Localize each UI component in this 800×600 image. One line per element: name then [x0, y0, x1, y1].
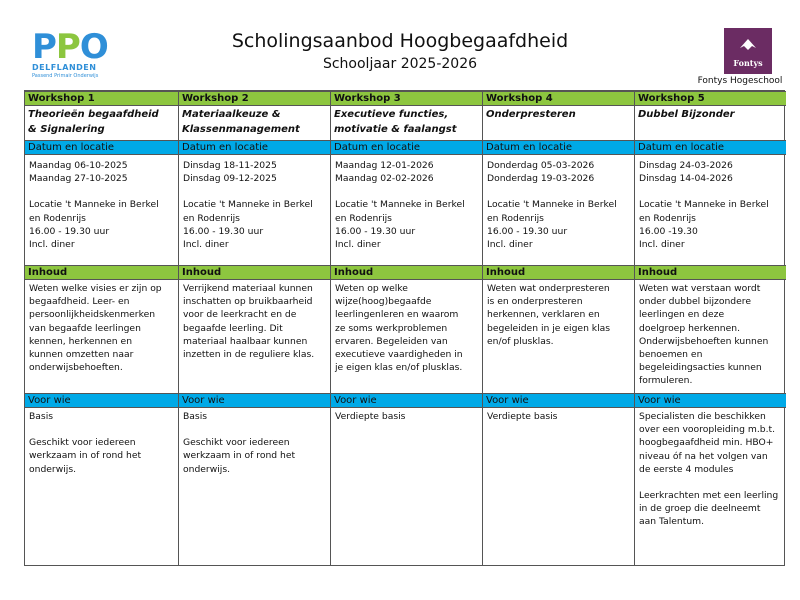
text-line: Locatie 't Manneke in Berkel	[487, 199, 617, 211]
text-line: hoogbegaafdheid min. HBO+	[639, 437, 774, 449]
text-line: inschatten op bruikbaarheid	[183, 296, 313, 308]
text-line: is en onderpresteren	[487, 296, 583, 308]
workshop-title	[331, 106, 482, 140]
text-line: ze soms werkproblemen	[335, 322, 448, 334]
text-line: Dinsdag 14-04-2026	[639, 173, 733, 185]
text-line: in de groep die deelneemt	[639, 503, 761, 515]
text-line: onderwijsbehoeften.	[29, 362, 123, 374]
workshop-label: Workshop 1	[25, 91, 178, 106]
content-cell	[25, 280, 178, 393]
text-line: Donderdag 05-03-2026	[487, 160, 595, 171]
spacer	[335, 185, 478, 198]
dates-location-cell	[635, 157, 786, 267]
text-line: benoemen en	[639, 349, 703, 361]
text-line: Incl. diner	[639, 239, 685, 251]
text-line: over een vooropleiding m.b.t.	[639, 424, 776, 436]
spacer	[183, 185, 326, 198]
workshop-title	[483, 106, 634, 140]
text-line: Klassenmanagement	[182, 124, 300, 135]
text-line: Maandag 02-02-2026	[335, 173, 434, 185]
text-line: Verdiepte basis	[487, 411, 558, 422]
text-line: en Rodenrijs	[639, 212, 696, 224]
text-line: aan Talentum.	[639, 516, 705, 528]
text-line: Incl. diner	[335, 239, 381, 251]
text-line: herkennen, verklaren en	[487, 309, 600, 321]
text-line: Incl. diner	[29, 239, 75, 251]
ppo-name: DELFLANDEN	[32, 63, 97, 72]
audience-cell	[483, 408, 634, 425]
text-line: werkzaam in of rond het	[29, 450, 142, 462]
text-line: Locatie 't Manneke in Berkel	[639, 199, 769, 211]
text-line: Basis	[29, 411, 54, 422]
workshop-label: Workshop 2	[179, 91, 330, 106]
voor-wie-header: Voor wie	[483, 393, 634, 408]
voor-wie-header: Voor wie	[179, 393, 330, 408]
text-line: 16.00 - 19.30 uur	[487, 225, 568, 237]
text-line: Weten wat verstaan wordt	[639, 283, 761, 294]
text-line: begeleidingsacties kunnen	[639, 362, 762, 374]
text-line: de eerste 4 modules	[639, 463, 734, 475]
voor-wie-header: Voor wie	[635, 393, 786, 408]
text-line: Theorieën begaafdheid	[28, 109, 159, 120]
datum-locatie-header: Datum en locatie	[25, 140, 178, 155]
inhoud-header: Inhoud	[331, 265, 482, 280]
text-line: Verrijkend materiaal kunnen	[183, 283, 313, 294]
text-line: motivatie & faalangst	[334, 124, 457, 135]
text-line: Weten welke visies er zijn op	[29, 283, 162, 294]
text-line: inzetten in de reguliere klas.	[183, 349, 315, 361]
datum-locatie-header: Datum en locatie	[483, 140, 634, 155]
workshop-column	[482, 91, 634, 565]
text-line: Executieve functies,	[334, 109, 449, 120]
ppo-tagline: Passend Primair Onderwijs	[32, 73, 99, 79]
page-title: Scholingsaanbod Hoogbegaafdheid	[231, 30, 569, 52]
workshop-label: Workshop 3	[331, 91, 482, 106]
text-line: 16.00 -19.30	[639, 225, 698, 237]
text-line: niveau óf na het volgen van	[639, 450, 768, 462]
spacer	[487, 185, 630, 198]
text-line: onderwijs.	[29, 463, 77, 475]
text-line: Onderpresteren	[486, 109, 576, 120]
content-cell	[331, 280, 482, 393]
datum-locatie-header: Datum en locatie	[635, 140, 786, 155]
spacer	[29, 185, 174, 198]
text-line: Weten op welke	[335, 283, 408, 294]
spacer	[29, 423, 174, 436]
inhoud-header: Inhoud	[179, 265, 330, 280]
text-line: onder dubbel bijzondere	[639, 296, 751, 308]
datum-locatie-header: Datum en locatie	[331, 140, 482, 155]
text-line: & Signalering	[28, 124, 105, 135]
text-line: Weten wat onderpresteren	[487, 283, 610, 294]
datum-locatie-header: Datum en locatie	[179, 140, 330, 155]
text-line: Onderwijsbehoeften kunnen	[639, 335, 769, 347]
spacer	[639, 476, 782, 489]
text-line: Leerkrachten met een leerling	[639, 490, 779, 502]
text-line: materiaal haalbaar kunnen	[183, 335, 308, 347]
content-cell	[483, 280, 634, 393]
text-line: en Rodenrijs	[29, 212, 86, 224]
text-line: Incl. diner	[183, 239, 229, 251]
workshop-column	[330, 91, 482, 565]
text-line: en Rodenrijs	[335, 212, 392, 224]
spacer	[183, 423, 326, 436]
text-line: Geschikt voor iedereen	[29, 437, 136, 449]
audience-cell	[179, 408, 330, 478]
workshop-label: Workshop 4	[483, 91, 634, 106]
workshop-column	[25, 91, 178, 565]
text-line: je eigen klas en/of plusklas.	[335, 362, 463, 374]
text-line: leerlingen en deze	[639, 309, 725, 321]
text-line: Dinsdag 09-12-2025	[183, 173, 277, 185]
text-line: 16.00 - 19.30 uur	[183, 225, 264, 237]
text-line: en Rodenrijs	[183, 212, 240, 224]
fontys-mark-icon	[738, 36, 758, 52]
workshop-column	[178, 91, 330, 565]
spacer	[639, 185, 782, 198]
fontys-logo	[724, 28, 772, 74]
text-line: kunnen omzetten naar	[29, 349, 134, 361]
text-line: Incl. diner	[487, 239, 533, 251]
text-line: Verdiepte basis	[335, 411, 406, 422]
text-line: begaafdheid. Leer- en	[29, 296, 130, 308]
workshop-column	[634, 91, 786, 565]
text-line: 16.00 - 19.30 uur	[29, 225, 110, 237]
audience-cell	[635, 408, 786, 531]
dates-location-cell	[25, 157, 178, 267]
text-line: begaafde leerling. Dit	[183, 322, 283, 334]
text-line: wijze(hoog)begaafde	[335, 296, 432, 308]
text-line: persoonlijkheidskenmerken	[29, 309, 156, 321]
dates-location-cell	[483, 157, 634, 267]
text-line: Maandag 12-01-2026	[335, 160, 434, 171]
text-line: voor de leerkracht en de	[183, 309, 297, 321]
text-line: Geschikt voor iedereen	[183, 437, 290, 449]
workshop-label: Workshop 5	[635, 91, 786, 106]
text-line: Dubbel Bijzonder	[638, 109, 735, 120]
content-cell	[179, 280, 330, 393]
text-line: Maandag 27-10-2025	[29, 173, 128, 185]
text-line: begeleiden in je eigen klas	[487, 322, 611, 334]
text-line: executieve vaardigheden in	[335, 349, 463, 361]
text-line: 16.00 - 19.30 uur	[335, 225, 416, 237]
workshop-title	[25, 106, 178, 140]
text-line: formuleren.	[639, 375, 693, 387]
workshop-table	[24, 90, 785, 566]
inhoud-header: Inhoud	[635, 265, 786, 280]
workshop-title	[179, 106, 330, 140]
fontys-caption: Fontys Hogeschool	[697, 76, 783, 86]
inhoud-header: Inhoud	[25, 265, 178, 280]
text-line: Donderdag 19-03-2026	[487, 173, 595, 185]
content-cell	[635, 280, 786, 393]
workshop-title	[635, 106, 786, 140]
text-line: van begaafde leerlingen	[29, 322, 141, 334]
text-line: en/of plusklas.	[487, 335, 554, 347]
text-line: ervaren. Begeleiden van	[335, 335, 448, 347]
text-line: Dinsdag 24-03-2026	[639, 160, 733, 171]
text-line: onderwijs.	[183, 463, 231, 475]
audience-cell	[331, 408, 482, 425]
text-line: Dinsdag 18-11-2025	[183, 160, 277, 171]
text-line: Locatie 't Manneke in Berkel	[183, 199, 313, 211]
dates-location-cell	[179, 157, 330, 267]
text-line: werkzaam in of rond het	[183, 450, 296, 462]
ppo-letters: PPO	[32, 27, 108, 67]
page-subtitle: Schooljaar 2025-2026	[322, 56, 478, 72]
fontys-wordmark: Fontys	[733, 58, 763, 68]
text-line: Basis	[183, 411, 208, 422]
voor-wie-header: Voor wie	[25, 393, 178, 408]
voor-wie-header: Voor wie	[331, 393, 482, 408]
inhoud-header: Inhoud	[483, 265, 634, 280]
audience-cell	[25, 408, 178, 478]
text-line: Materiaalkeuze &	[182, 109, 281, 120]
text-line: kennen, herkennen en	[29, 335, 133, 347]
text-line: Maandag 06-10-2025	[29, 160, 128, 171]
text-line: leerlingenleren en waarom	[335, 309, 459, 321]
dates-location-cell	[331, 157, 482, 267]
text-line: Locatie 't Manneke in Berkel	[29, 199, 159, 211]
text-line: Locatie 't Manneke in Berkel	[335, 199, 465, 211]
text-line: doelgroep herkennen.	[639, 322, 741, 334]
text-line: en Rodenrijs	[487, 212, 544, 224]
text-line: Specialisten die beschikken	[639, 411, 766, 422]
